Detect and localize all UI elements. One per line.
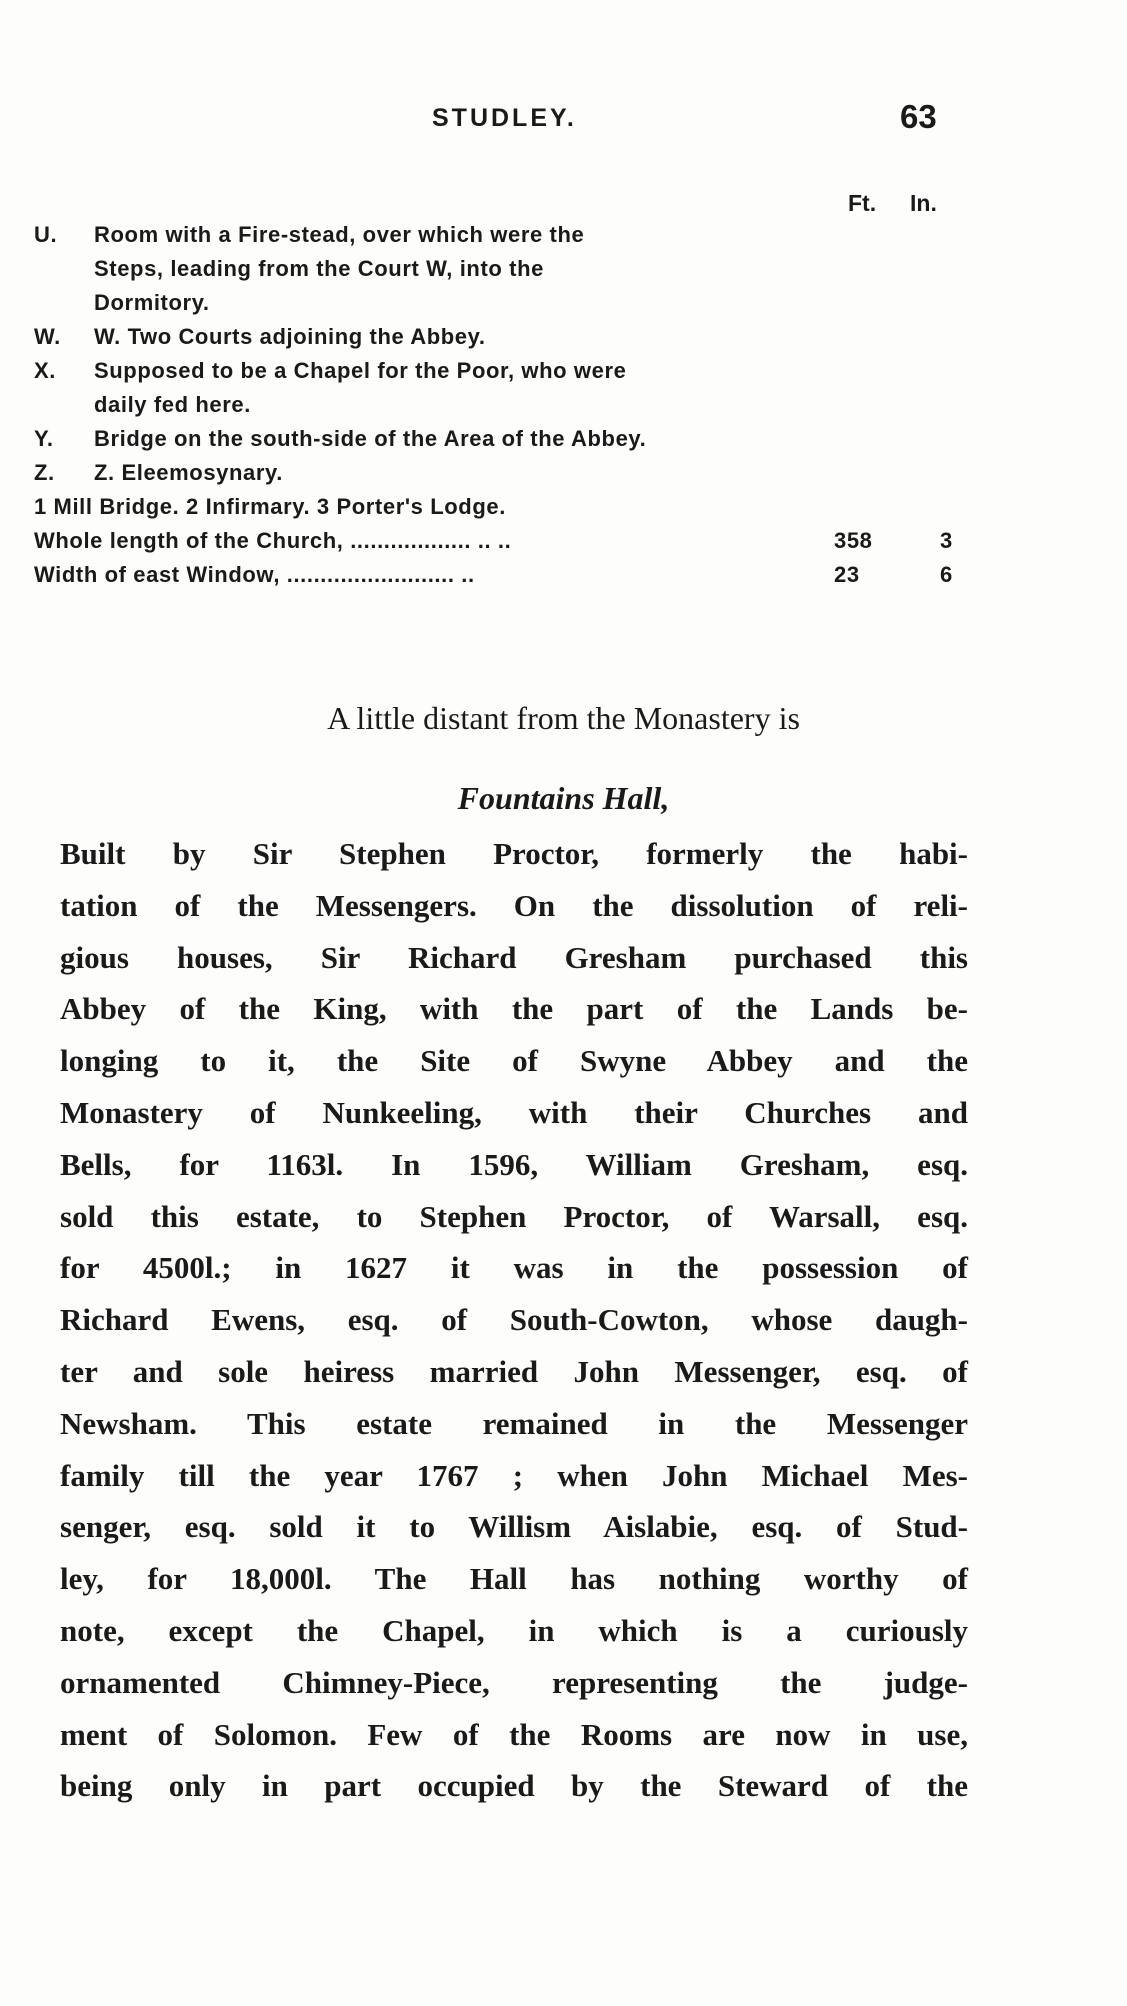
- page-number: 63: [900, 98, 937, 135]
- key-entry-u: [34, 218, 994, 320]
- hall-title: Fountains Hall,: [457, 780, 670, 816]
- measurement-feet: 358: [834, 528, 873, 553]
- key-line: W. Two Courts adjoining the Abbey.: [94, 324, 486, 349]
- measurement-row: [34, 524, 984, 558]
- key-line: Steps, leading from the Court W, into the: [94, 256, 544, 281]
- paragraph-line: family till the year 1767 ; when John Michael Mes-: [60, 1457, 968, 1493]
- paragraph-line: for 4500l.; in 1627 it was in the possession of: [60, 1250, 968, 1286]
- key-letter: Z.: [34, 460, 55, 485]
- paragraph-line: Bells, for 1163l. In 1596, William Gresham, esq.: [60, 1146, 968, 1182]
- body-paragraph: [60, 828, 968, 1812]
- paragraph-line: senger, esq. sold it to Willism Aislabie, esq. of Stud-: [60, 1509, 968, 1545]
- paragraph-line: Built by Sir Stephen Proctor, formerly the habi-: [60, 836, 968, 871]
- key-letter: U.: [34, 222, 58, 247]
- key-line: daily fed here.: [94, 392, 251, 417]
- running-head: STUDLEY.: [432, 104, 577, 132]
- paragraph-line: being only in part occupied by the Steward of the: [60, 1768, 968, 1804]
- key-line: Room with a Fire-stead, over which were the: [94, 222, 585, 247]
- inches-column-heading: In.: [910, 190, 937, 216]
- paragraph-line: ment of Solomon. Few of the Rooms are now in use,: [60, 1716, 968, 1752]
- key-letter: X.: [34, 358, 56, 383]
- measurement-feet: 23: [834, 562, 860, 587]
- feet-column-heading: Ft.: [848, 190, 877, 216]
- paragraph-line: Richard Ewens, esq. of South-Cowton, whose daugh-: [60, 1302, 968, 1338]
- paragraph-line: Abbey of the King, with the part of the Lands be-: [60, 991, 968, 1027]
- key-text: [94, 320, 874, 354]
- key-entry-w: [34, 320, 994, 354]
- paragraph-line: ley, for 18,000l. The Hall has nothing worthy of: [60, 1561, 968, 1597]
- key-line: Supposed to be a Chapel for the Poor, who were: [94, 358, 627, 383]
- paragraph-line: tation of the Messengers. On the dissolution of reli-: [60, 887, 968, 923]
- key-entry-z: [34, 456, 994, 490]
- column-headings: [848, 190, 978, 217]
- numbered-buildings-line: 1 Mill Bridge. 2 Infirmary. 3 Porter's Lodge.: [34, 494, 506, 519]
- lead-sentence: A little distant from the Monastery is: [327, 700, 800, 736]
- key-line: Dormitory.: [94, 290, 210, 315]
- key-entry-x: [34, 354, 994, 422]
- key-text: [94, 218, 874, 320]
- key-letter: Y.: [34, 426, 54, 451]
- paragraph-line: gious houses, Sir Richard Gresham purchased this: [60, 939, 968, 975]
- paragraph-line: longing to it, the Site of Swyne Abbey and the: [60, 1043, 968, 1079]
- measurement-label: Whole length of the Church, .................. .. ..: [34, 528, 512, 553]
- paragraph-line: Newsham. This estate remained in the Messenger: [60, 1405, 968, 1441]
- measurement-label: Width of east Window, ......................... ..: [34, 562, 475, 587]
- key-entry-y: [34, 422, 994, 456]
- key-line: Bridge on the south-side of the Area of the Abbey.: [94, 426, 647, 451]
- paragraph-line: note, except the Chapel, in which is a curiously: [60, 1612, 968, 1648]
- measurement-inches: 3: [940, 528, 953, 553]
- paragraph-line: ornamented Chimney-Piece, representing the judge-: [60, 1664, 968, 1700]
- paragraph-line: ter and sole heiress married John Messenger, esq. of: [60, 1353, 968, 1389]
- key-letter: W.: [34, 324, 61, 349]
- measurement-row: [34, 558, 984, 592]
- paragraph-line: sold this estate, to Stephen Proctor, of Warsall, esq.: [60, 1198, 968, 1234]
- key-text: [94, 354, 874, 422]
- measurement-inches: 6: [940, 562, 953, 587]
- paragraph-line: Monastery of Nunkeeling, with their Churches and: [60, 1094, 968, 1130]
- key-text: [94, 422, 874, 456]
- key-line: Z. Eleemosynary.: [94, 460, 283, 485]
- key-text: [94, 456, 874, 490]
